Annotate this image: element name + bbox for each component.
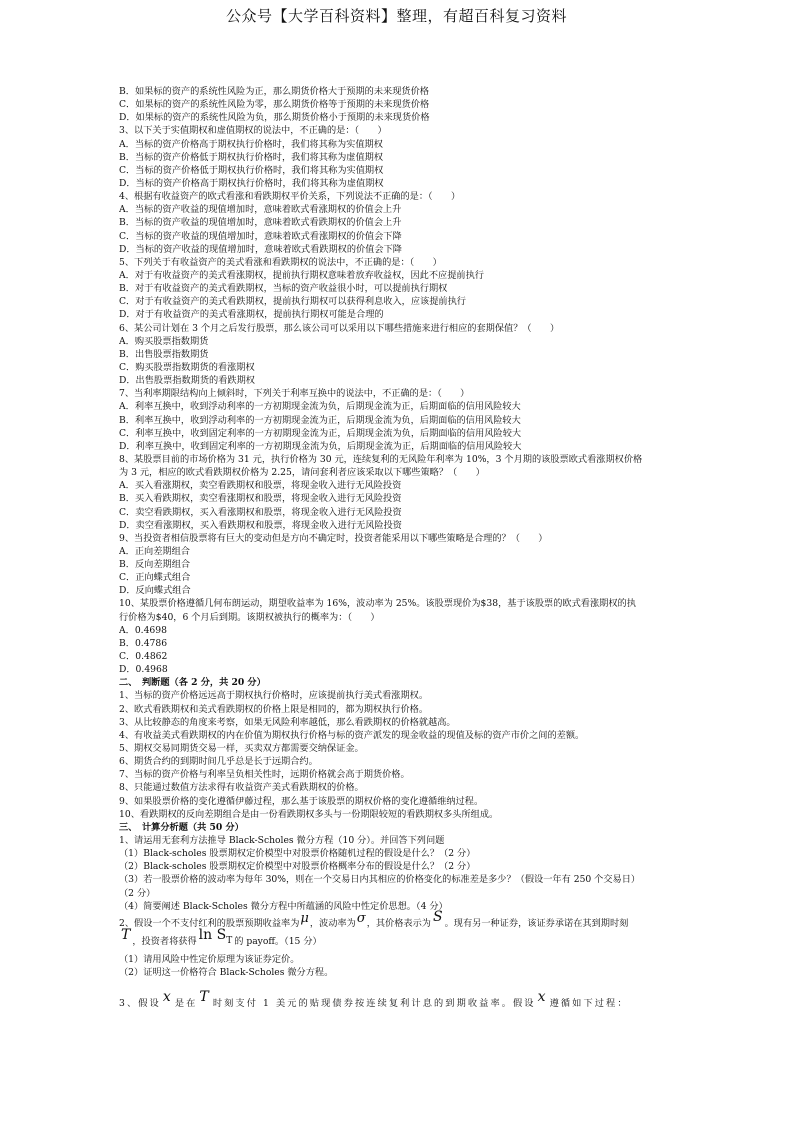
text-line: 4、有收益美式看跌期权的内在价值为期权执行价格与标的资产派发的现金收益的现值及标的资产市价之间的差额。 (119, 729, 585, 741)
text-line: 10、某股票价格遵循几何布朗运动，期望收益率为 16%，波动率为 25%。该股票现价为$38，基于该股票的欧式看涨期权的执 (119, 598, 636, 610)
text-line: B．如果标的资产的系统性风险为正，那么期货价格大于预期的未来现货价格 (119, 86, 429, 97)
text-line: A．买入看涨期权，卖空看跌期权和股票，将现金收入进行无风险投资 (119, 480, 402, 492)
q2-sub-1: （1）请用风险中性定价原理为该证券定价。 (119, 953, 300, 965)
q2-text-5: ，投资者将获得 (132, 935, 197, 947)
q3-text-1: 3、假设 (119, 997, 161, 1009)
q2-text-1: 2、假设一个不支付红利的股票预期收益率为 (119, 917, 300, 929)
text-line: 二、 判断题（各 2 分，共 20 分） (119, 677, 266, 689)
text-line: B．利率互换中，收到浮动利率的一方初期现金流为正，后期现金流为负，后期面临的信用风险较大 (119, 414, 521, 426)
text-line: （4）简要阐述 Black-Scholes 微分方程中所蕴涵的风险中性定价思想。（4 分） (119, 900, 448, 912)
text-line: 3、以下关于实值期权和虚值期权的说法中，不正确的是：（ ） (119, 125, 387, 137)
text-line: 9、当投资者相信股票将有巨大的变动但是方向不确定时，投资者能采用以下哪些策略是合理的？（ ） (119, 532, 548, 544)
text-line: （2）Black-scholes 股票期权定价模型中对股票价格概率分布的假设是什么？（2 分） (119, 861, 476, 873)
text-line: C．正向蝶式组合 (119, 572, 191, 584)
question-2-line-2 (119, 926, 679, 953)
sigma-symbol: σ (356, 910, 366, 926)
text-line: A．对于有收益资产的美式看涨期权，提前执行期权意味着放弃收益权，因此不应提前执行 (119, 269, 484, 281)
text-line: B．0.4786 (119, 637, 168, 649)
page-header: 公众号【大学百科资料】整理，有超百科复习资料 (225, 7, 567, 25)
text-line: B．买入看跌期权，卖空看涨期权和股票，将现金收入进行无风险投资 (119, 493, 402, 505)
text-line: 7、当标的资产价格与利率呈负相关性时，远期价格就会高于期货价格。 (119, 769, 410, 781)
text-line: B．反向差期组合 (119, 559, 191, 571)
text-line: 10、看跌期权的反向差期组合是由一份看跌期权多头与一份期限较短的看跌期权多头所组成。 (119, 808, 499, 820)
text-line: C．利率互换中，收到固定利率的一方初期现金流为正，后期现金流为负，后期面临的信用风险较大 (119, 427, 522, 439)
q3-text-3: 时刻支付 1 美元的贴现债券按连续复利计息的到期收益率。假设 (212, 997, 536, 1009)
text-line: B．当标的资产收益的现值增加时，意味着欧式看跌期权的价值会上升 (119, 217, 402, 229)
text-line: C．当标的资产收益的现值增加时，意味着欧式看涨期权的价值会下降 (119, 230, 402, 242)
text-line: A．当标的资产收益的现值增加时，意味着欧式看涨期权的价值会上升 (119, 204, 402, 216)
q2-text-6: 的 payoff。（15 分） (234, 935, 322, 947)
text-line: 5、下列关于有收益资产的美式看涨和看跌期权的说法中，不正确的是：（ ） (119, 256, 442, 268)
question-3-line (119, 988, 679, 1011)
text-line: 6、期货合约的到期时间几乎总是长于远期合约。 (119, 756, 318, 768)
text-line: A．利率互换中，收到浮动利率的一方初期现金流为负，后期现金流为正，后期面临的信用风险较大 (119, 401, 521, 413)
text-line: D．出售股票指数期货的看跌期权 (119, 375, 255, 387)
text-line: D．反向蝶式组合 (119, 585, 191, 597)
text-line: C．当标的资产价格低于期权执行价格时，我们将其称为实值期权 (119, 164, 384, 176)
text-line: 2、欧式看跌期权和美式看跌期权的价格上限是相同的，都为期权执行价格。 (119, 703, 429, 715)
text-line: D．对于有收益资产的美式看涨期权，提前执行期权可能是合理的 (119, 309, 384, 321)
text-line: 行价格为$40，6 个月后到期。该期权被执行的概率为：（ ） (119, 611, 380, 623)
text-line: 三、 计算分析题（共 50 分） (119, 821, 244, 833)
x-symbol: x (162, 988, 173, 1005)
text-line: B．当标的资产价格低于期权执行价格时，我们将其称为虚值期权 (119, 151, 384, 163)
mu-symbol: μ (300, 910, 309, 926)
text-line: D．利率互换中，收到固定利率的一方初期现金流为负，后期现金流为正，后期面临的信用风险较大 (119, 440, 522, 452)
text-line: A．购买股票指数期货 (119, 335, 209, 347)
text-line: C．对于有收益资产的美式看跌期权，提前执行期权可以获得利息收入，应该提前执行 (119, 296, 466, 308)
text-line: 3、从比较静态的角度来考察，如果无风险利率越低，那么看跌期权的价格就越高。 (119, 716, 456, 728)
text-line: 为 3 元，相应的欧式看跌期权价格为 2.25，请问套利者应该采取以下哪些策略？（ ） (119, 467, 485, 479)
q2-text-4: 。现有另一种证券，该证券承诺在其到期时刻 (444, 917, 629, 929)
text-line: 1、当标的资产价格远远高于期权执行价格时，应该提前执行美式看涨期权。 (119, 690, 429, 702)
subscript-t: T (226, 935, 233, 946)
text-line: 6、某公司计划在 3 个月之后发行股票，那么该公司可以采用以下哪些措施来进行相应的套期保值？（ ） (119, 322, 560, 334)
text-line: A．0.4698 (119, 624, 167, 636)
text-line: B．对于有收益资产的美式看跌期权，当标的资产收益很小时，可以提前执行期权 (119, 283, 448, 295)
q3-text-4: 遵循如下过程： (549, 997, 629, 1009)
text-line: 8、只能通过数值方法求得有收益资产美式看跌期权的价格。 (119, 782, 364, 794)
text-line: D．如果标的资产的系统性风险为负，那么期货价格小于预期的未来现货价格 (119, 112, 430, 124)
t-symbol: T (121, 926, 131, 943)
ln-st-formula (197, 926, 235, 946)
text-line: 4、根据有收益资产的欧式看涨和看跌期权平价关系，下列说法不正确的是：（ ） (119, 191, 461, 203)
text-line: （3）若一股票价格的波动率为每年 30%，则在一个交易日内其相应的价格变化的标准差是多少？（假设一年有 250 个交易日） (119, 874, 641, 886)
text-line: C．卖空看跌期权，买入看涨期权和股票，将现金收入进行无风险投资 (119, 506, 402, 518)
text-line: B．出售股票指数期货 (119, 348, 209, 360)
text-line: 9、如果股票价格的变化遵循伊藤过程，那么基于该股票的期权价格的变化遵循维纳过程。 (119, 795, 484, 807)
s-symbol: S (433, 908, 443, 925)
text-line: A．当标的资产价格高于期权执行价格时，我们将其称为实值期权 (119, 138, 383, 150)
ln-s: ln S (198, 926, 227, 943)
text-line: D．0.4968 (119, 664, 168, 676)
document-body (119, 85, 679, 1011)
q3-text-2: 是在 (174, 997, 198, 1009)
text-line: A．正向差期组合 (119, 545, 190, 557)
x-symbol-2: x (537, 988, 548, 1005)
text-line: （1）Black-scholes 股票期权定价模型中对股票价格随机过程的假设是什么？（2 分） (119, 848, 476, 860)
text-line: C．0.4862 (119, 651, 168, 663)
text-line: 7、当利率期限结构向上倾斜时，下列关于利率互换中的说法中，不正确的是：（ ） (119, 388, 470, 400)
t-symbol-2: T (199, 988, 211, 1005)
q2-text-2: ，波动率为 (309, 917, 356, 929)
text-line: 5、期权交易同期货交易一样，买卖双方都需要交纳保证金。 (119, 743, 364, 755)
text-line: C．如果标的资产的系统性风险为零，那么期货价格等于预期的未来现货价格 (119, 99, 430, 111)
text-line: D．卖空看涨期权，买入看跌期权和股票，将现金收入进行无风险投资 (119, 519, 402, 531)
q2-text-3: ，其价格表示为 (366, 917, 431, 929)
text-line: 1、请运用无套利方法推导 Black-Scholes 微分方程（10 分）。并回答下列问题 (119, 835, 445, 847)
text-line: C．购买股票指数期货的看涨期权 (119, 361, 255, 373)
text-line: D．当标的资产价格高于期权执行价格时，我们将其称为虚值期权 (119, 177, 384, 189)
text-line: 8、某股票目前的市场价格为 31 元，执行价格为 30 元，连续复利的无风险年利率为 10%，3 个月期的该股票欧式看涨期权价格 (119, 453, 643, 465)
question-lines (119, 85, 679, 913)
q2-sub-2: （2）证明这一价格符合 Black-Scholes 微分方程。 (119, 966, 334, 978)
text-line: （2 分） (119, 887, 156, 899)
text-line: D．当标的资产收益的现值增加时，意味着欧式看跌期权的价值会下降 (119, 243, 402, 255)
